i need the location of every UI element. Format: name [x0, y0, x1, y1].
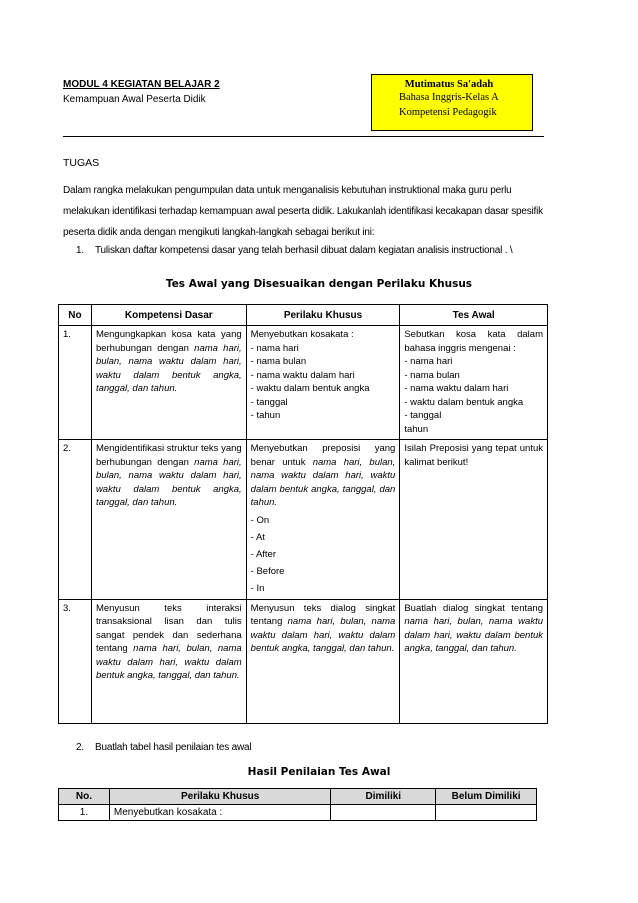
list-item: - nama bulan [251, 355, 396, 369]
step-1 [76, 245, 512, 256]
row1-kd [91, 326, 246, 440]
table1-header-ta: Tes Awal [400, 305, 548, 326]
row3-kd-plain: Menyusun teks interaksi transaksional lisan dan tulis sangat pendek dan sederhana tentang [95, 602, 242, 654]
step-1-number: 1. [76, 245, 84, 256]
list-item: - tanggal [251, 396, 396, 410]
step-2-text: Buatlah tabel hasil penilaian tes awal [95, 742, 252, 753]
list-item: - In [251, 580, 396, 597]
table2-header-dimiliki: Dimiliki [331, 789, 436, 805]
step-2 [76, 742, 251, 753]
list-item: - tanggal [404, 409, 543, 423]
table2-title: Hasil Penilaian Tes Awal [247, 766, 391, 778]
intro-paragraph: Dalam rangka melakukan pengumpulan data untuk menganalisis kebutuhan instruktional maka guru perlu melakukan identifikasi terhadap kemampuan awal peserta didik. Lakukanlah identifikasi kecakapan dasar spesifik peserta didik anda dengan mengikuti langkah-langkah sebagai berikut ini: [63, 185, 543, 238]
row3-kd-italic: nama hari, bulan, nama waktu dalam hari, waktu dalam bentuk angka, tanggal, dan tahun. [95, 643, 242, 681]
t2-row1-pk: Menyebutkan kosakata : [109, 805, 331, 821]
table2-header-belum: Belum Dimiliki [436, 789, 537, 805]
list-item: - waktu dalam bentuk angka [251, 382, 396, 396]
row1-ta-list [404, 355, 543, 423]
list-item: - After [251, 546, 396, 563]
row1-no: 1. [59, 326, 92, 440]
row2-pk-plain: Menyebutkan preposisi yang benar untuk [250, 443, 396, 468]
author-name: Mutimatus Sa'adah [404, 79, 494, 90]
list-item: - waktu dalam bentuk angka [404, 396, 543, 410]
table1-title: Tes Awal yang Disesuaikan dengan Perilaku Khusus [165, 278, 473, 290]
row3-kd [91, 599, 246, 723]
row1-pk [246, 326, 400, 440]
row2-kd-plain: Mengidentifikasi struktur teks yang berhubungan dengan [95, 443, 242, 468]
t2-row1-no: 1. [59, 805, 110, 821]
table-row [59, 805, 537, 821]
module-subtitle: Kemampuan Awal Peserta Didik [63, 94, 206, 105]
table-row [59, 440, 548, 600]
row1-kd-plain: Mengungkapkan kosa kata yang berhubungan dengan [95, 329, 242, 354]
t2-row1-dimiliki [331, 805, 436, 821]
tugas-heading: TUGAS [63, 157, 100, 169]
list-item: - nama hari [251, 342, 396, 356]
row1-ta [400, 326, 548, 440]
list-item: - Before [251, 563, 396, 580]
list-item: - tahun [251, 409, 396, 423]
row2-pk [246, 440, 400, 600]
row1-pk-intro: Menyebutkan kosakata : [250, 329, 354, 340]
row2-pk-italic: nama hari, bulan, nama waktu dalam hari, waktu dalam bentuk angka, tanggal, dan tahun. [250, 456, 396, 508]
row1-pk-list [251, 342, 396, 423]
table1-header-pk: Perilaku Khusus [246, 305, 400, 326]
assessment-table [58, 788, 537, 821]
row3-ta [400, 599, 548, 723]
row3-no: 3. [59, 599, 92, 723]
row2-pk-list [251, 512, 396, 597]
pretest-table [58, 304, 548, 724]
row3-ta-plain: Buatlah dialog singkat tentang [404, 602, 543, 614]
header-divider [63, 136, 544, 137]
list-item: - nama waktu dalam hari [251, 369, 396, 383]
row2-kd-italic: nama hari, bulan, nama waktu dalam hari, waktu dalam bentuk angka, tanggal, dan tahun. [95, 456, 242, 508]
row1-ta-intro: Sebutkan kosa kata dalam bahasa inggris mengenai : [404, 329, 543, 354]
table2-header-row [59, 789, 537, 805]
module-title: MODUL 4 KEGIATAN BELAJAR 2 [63, 79, 220, 90]
row3-pk [246, 599, 400, 723]
row2-pk-text [251, 442, 396, 510]
step-1-text: Tuliskan daftar kompetensi dasar yang telah berhasil dibuat dalam kegiatan analisis instructional . \ [95, 245, 513, 256]
row2-kd [91, 440, 246, 600]
table2-header-no: No. [59, 789, 110, 805]
list-item: - At [251, 529, 396, 546]
author-competency: Kompetensi Pedagogik [399, 107, 497, 118]
author-class: Bahasa Inggris-Kelas A [399, 92, 499, 103]
row3-pk-italic: nama hari, bulan, nama waktu dalam hari, waktu dalam bentuk angka, tanggal, dan tahun. [250, 616, 396, 654]
row3-pk-plain: Menyusun teks dialog singkat tentang [250, 602, 396, 627]
table-row [59, 599, 548, 723]
table2-header-pk: Perilaku Khusus [109, 789, 331, 805]
list-item: - nama bulan [404, 369, 543, 383]
t2-row1-belum [436, 805, 537, 821]
table-row [59, 326, 548, 440]
row2-no: 2. [59, 440, 92, 600]
list-item: - nama waktu dalam hari [404, 382, 543, 396]
row1-ta-tail: tahun [404, 423, 429, 435]
row3-ta-italic: nama hari, bulan, nama waktu dalam hari, waktu dalam bentuk angka, tanggal, dan tahun. [404, 616, 543, 654]
list-item: - On [251, 512, 396, 529]
author-box [371, 74, 533, 131]
row2-ta: Isilah Preposisi yang tepat untuk kalimat berikut! [400, 440, 548, 600]
step-2-number: 2. [76, 742, 84, 753]
table1-header-row [59, 305, 548, 326]
table1-header-kd: Kompetensi Dasar [91, 305, 246, 326]
table1-header-no: No [59, 305, 92, 326]
row1-kd-italic: nama hari, bulan, nama waktu dalam hari, waktu dalam bentuk angka, tanggal, dan tahun. [95, 342, 242, 394]
list-item: - nama hari [404, 355, 543, 369]
